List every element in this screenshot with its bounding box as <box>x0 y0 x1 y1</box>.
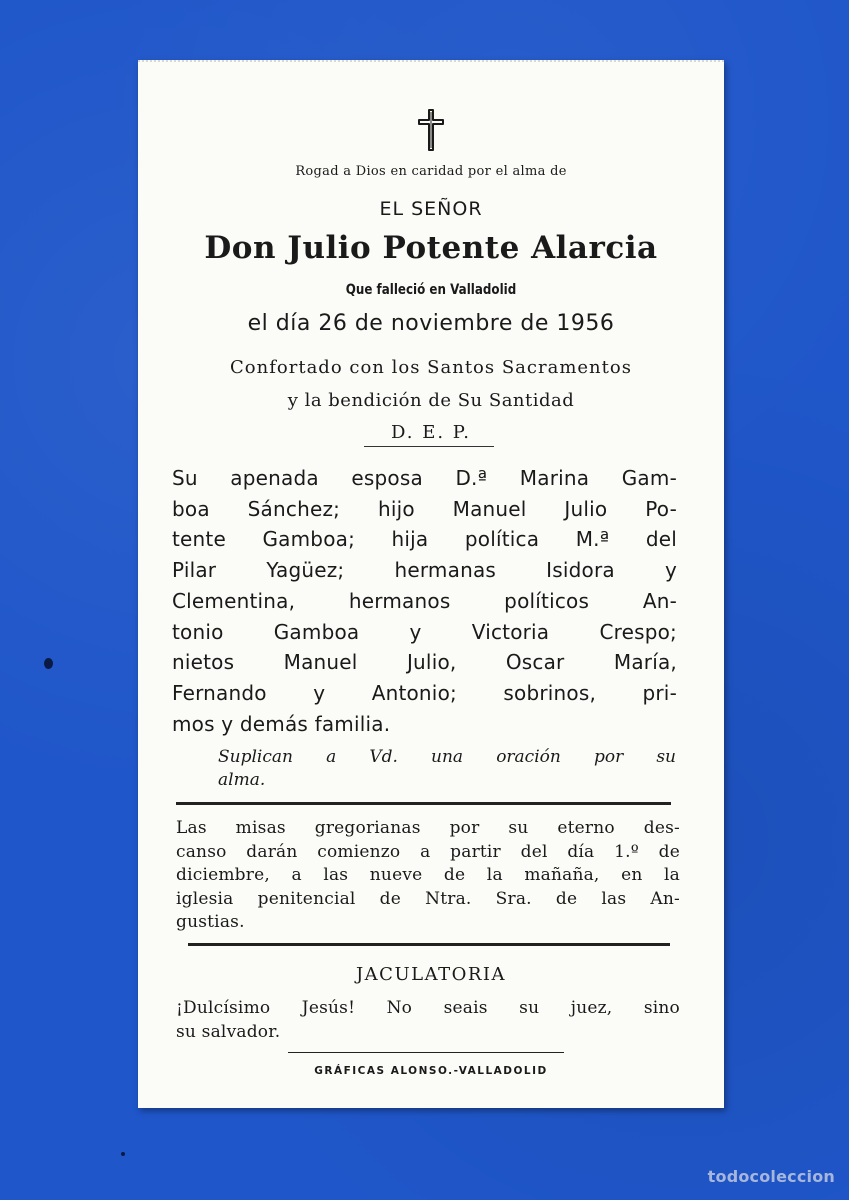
printer-imprint: GRÁFICAS ALONSO.-VALLADOLID <box>314 1065 548 1077</box>
watermark-logo: todocoleccion <box>707 1167 835 1186</box>
masses-line: diciembre, a las nueve de la mañaña, en la <box>176 865 680 885</box>
family-line: tonio Gamboa y Victoria Crespo; <box>172 619 677 644</box>
jaculatoria-title: JACULATORIA <box>355 964 507 985</box>
masses-line: Las misas gregorianas por su eterno des- <box>176 818 680 838</box>
plea-line: alma. <box>218 770 266 790</box>
masses-line: iglesia penitencial de Ntra. Sra. de las An- <box>176 888 680 909</box>
family-line: nietos Manuel Julio, Oscar María, <box>172 650 677 675</box>
divider <box>188 943 670 946</box>
date-of-death: el día 26 de noviembre de 1956 <box>247 311 615 336</box>
jaculatoria-line: ¡Dulcísimo Jesús! No seais su juez, sino <box>176 998 680 1018</box>
sacraments-line: Confortado con los Santos Sacramentos <box>230 357 632 378</box>
plea-line: Suplican a Vd. una oración por su <box>218 747 676 767</box>
family-line: Fernando y Antonio; sobrinos, pri- <box>172 680 677 705</box>
masses-line: canso darán comienzo a partir del día 1.º de <box>176 841 680 862</box>
divider <box>176 802 671 805</box>
prayer-request: Rogad a Dios en caridad por el alma de <box>295 164 567 179</box>
divider <box>288 1052 564 1053</box>
masses-line: gustias. <box>176 912 245 932</box>
deceased-name: Don Julio Potente Alarcia <box>204 230 658 266</box>
jaculatoria-text <box>176 996 680 1044</box>
family-line: Clementina, hermanos políticos An- <box>172 588 677 613</box>
memorial-card <box>138 60 724 1108</box>
honorific: EL SEÑOR <box>379 198 483 220</box>
rip-abbreviation: D. E. P. <box>390 422 471 443</box>
family-line: mos y demás familia. <box>172 711 391 736</box>
family-line: tente Gamboa; hija política M.ª del <box>172 527 677 552</box>
family-line: boa Sánchez; hijo Manuel Julio Po- <box>172 496 677 521</box>
family-line: Pilar Yagüez; hermanas Isidora y <box>172 558 677 583</box>
jaculatoria-line: su salvador. <box>176 1022 281 1042</box>
prayer-plea <box>218 746 676 792</box>
family-paragraph <box>172 463 677 739</box>
family-line: Su apenada esposa D.ª Marina Gam- <box>172 466 677 490</box>
place-of-death: Que falleció en Valladolid <box>345 282 517 298</box>
blessing-line: y la bendición de Su Santidad <box>287 390 575 411</box>
rip-underline <box>364 446 494 447</box>
background-speck <box>44 658 53 669</box>
background-speck <box>121 1152 125 1156</box>
cross-icon <box>138 108 724 158</box>
masses-paragraph <box>176 817 680 935</box>
